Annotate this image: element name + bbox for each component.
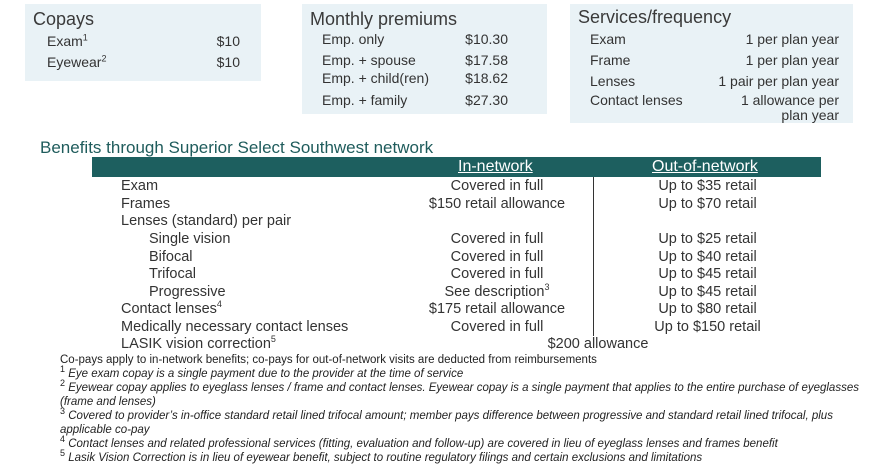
col-in-network: In-network — [458, 158, 533, 175]
service-label: Frame — [590, 52, 631, 68]
row-label: Single vision — [149, 231, 231, 247]
copay-eyewear-label: Eyewear$^2$ — [47, 53, 107, 70]
out-network-value: Up to $70 retail — [658, 196, 757, 212]
copay-exam-value: $10 — [216, 33, 240, 49]
service-label: Contact lenses — [590, 92, 683, 108]
in-network-value: See description$^3$ — [444, 282, 550, 300]
premium-value: $10.30 — [465, 31, 508, 47]
service-value-cont: plan year — [781, 107, 839, 123]
table-row — [0, 230, 884, 248]
services-title: Services/frequency — [578, 7, 732, 27]
footnote-5: $^5$ Lasik Vision Correction is in lieu of eyewear benefit, subject to routine regulatory filings and certain exclusions and limitations — [60, 448, 703, 464]
row-label: Medically necessary contact lenses — [121, 319, 349, 335]
out-network-value: Up to $35 retail — [658, 178, 757, 194]
in-network-value: $175 retail allowance — [428, 301, 566, 317]
service-value: 1 per plan year — [745, 52, 839, 68]
in-network-value: Covered in full — [450, 319, 544, 335]
copays-panel — [25, 4, 261, 81]
in-network-value: Covered in full — [450, 249, 544, 265]
in-network-value: Covered in full — [450, 266, 544, 282]
row-label: Progressive — [149, 284, 226, 300]
out-network-value: Up to $25 retail — [658, 231, 757, 247]
row-label: Frames — [121, 196, 171, 212]
copays-title: Copays — [33, 9, 95, 29]
copay-exam-label: Exam$^1$ — [47, 32, 88, 49]
benefits-title: Benefits through Superior Select Southwest network — [40, 138, 434, 157]
copay-eyewear-value: $10 — [216, 54, 240, 70]
premium-label: Emp. + child(ren) — [322, 70, 429, 86]
premium-value: $18.62 — [465, 70, 508, 86]
in-network-value: $150 retail allowance — [428, 196, 566, 212]
service-label: Lenses — [590, 73, 636, 89]
table-row — [0, 300, 884, 318]
table-header — [92, 157, 821, 177]
table-row — [0, 335, 884, 353]
row-label: Bifocal — [149, 249, 193, 265]
row-label: LASIK vision correction$^5$ — [121, 334, 276, 352]
table-row — [0, 195, 884, 213]
premiums-panel — [302, 4, 547, 114]
premium-label: Emp. only — [322, 31, 385, 47]
out-network-value: Up to $150 retail — [654, 319, 761, 335]
premium-label: Emp. + spouse — [322, 52, 416, 68]
row-label: Lenses (standard) per pair — [121, 213, 292, 229]
out-network-value: Up to $45 retail — [658, 266, 757, 282]
out-network-value: Up to $45 retail — [658, 284, 757, 300]
premium-value: $17.58 — [465, 52, 508, 68]
footnote-4: $^4$ Contact lenses and related professional services (fitting, evaluation and follow-up) are covered in lieu of eyeglass lenses and frames benefit — [60, 434, 778, 450]
out-network-value: Up to $40 retail — [658, 249, 757, 265]
footnote-intro: Co-pays apply to in-network benefits; co-pays for out-of-network visits are deducted from reimbursements — [60, 354, 597, 366]
row-label: Contact lenses$^4$ — [121, 299, 222, 317]
in-network-value: Covered in full — [450, 178, 544, 194]
footnote-2: $^2$ Eyewear copay applies to eyeglass lenses / frame and contact lenses. Eyewear copay is a single payment that applies to the entire purchase of eyeglasses (frame and lenses) — [60, 378, 859, 408]
table-row — [0, 177, 884, 195]
table-row — [0, 283, 884, 301]
premium-value: $27.30 — [465, 92, 508, 108]
col-out-network: Out-of-network — [652, 158, 758, 175]
row-label: Exam — [121, 178, 159, 194]
lasik-allowance: $200 allowance — [547, 336, 649, 352]
service-label: Exam — [590, 31, 626, 47]
table-row — [0, 248, 884, 266]
in-network-value: Covered in full — [450, 231, 544, 247]
service-value: 1 allowance per — [740, 92, 839, 108]
services-panel — [570, 4, 853, 123]
footnote-3: $^3$ Covered to provider’s in-office standard retail lined trifocal amount; member pays difference between progressive and standard retail lined trifocal, plus applicable co-pay — [60, 406, 833, 436]
out-network-value: Up to $80 retail — [658, 301, 757, 317]
table-row — [0, 318, 884, 336]
table-row — [0, 265, 884, 283]
footnote-1: $^1$ Eye exam copay is a single payment due to the provider at the time of service — [60, 364, 464, 380]
premium-label: Emp. + family — [322, 92, 408, 108]
table-row — [0, 212, 884, 230]
service-value: 1 pair per plan year — [718, 73, 839, 89]
service-value: 1 per plan year — [745, 31, 839, 47]
row-label: Trifocal — [149, 266, 196, 282]
premiums-title: Monthly premiums — [310, 9, 458, 29]
